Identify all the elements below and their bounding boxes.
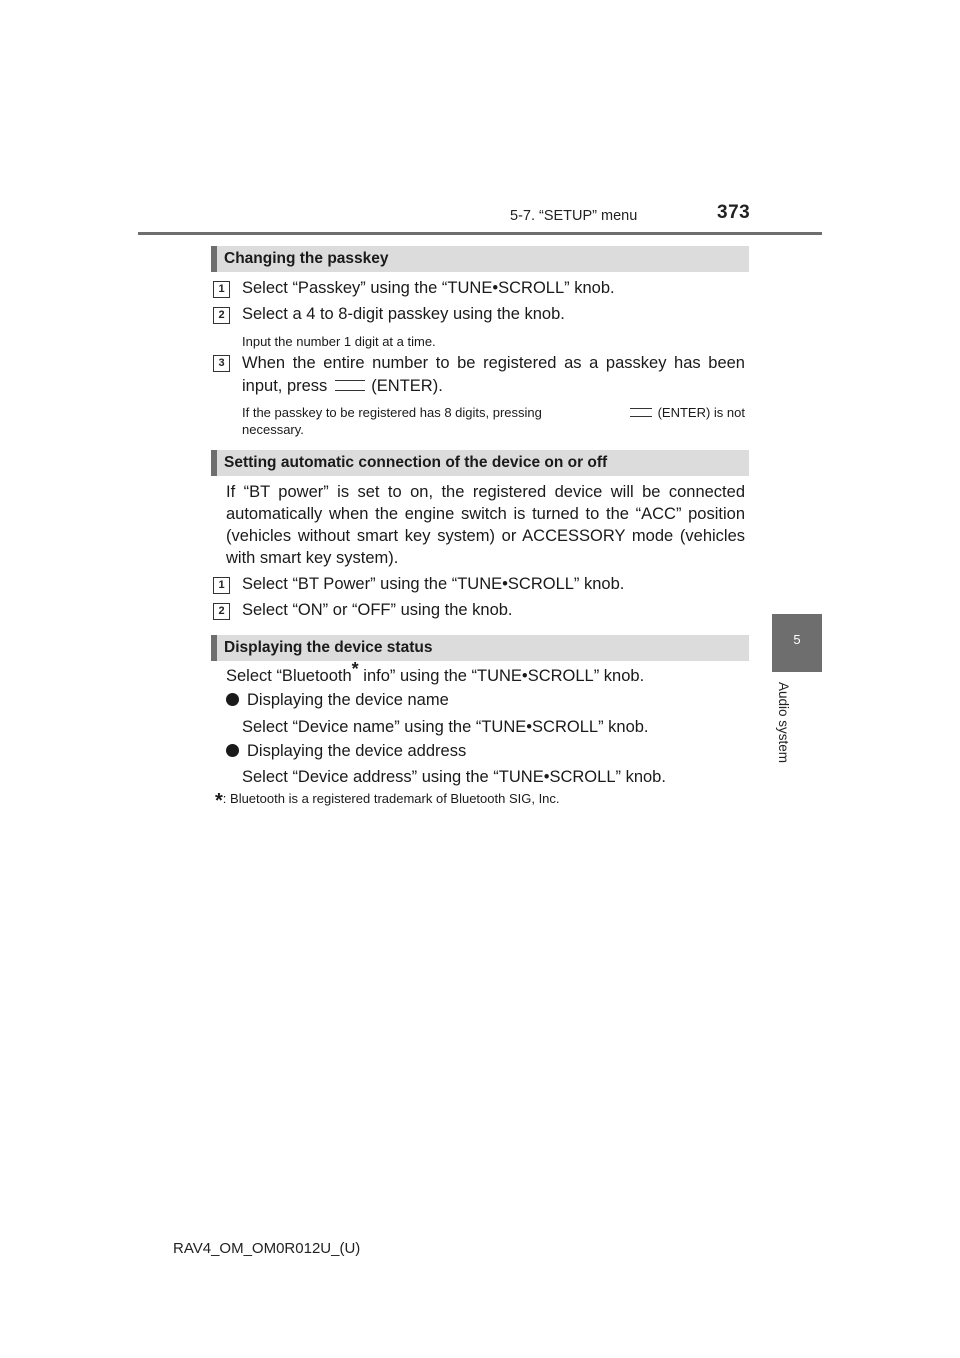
bullet-icon	[226, 744, 239, 757]
heading-bar	[211, 246, 217, 272]
step-text: Select a 4 to 8-digit passkey using the knob.	[242, 305, 565, 323]
section-heading-device-status	[211, 635, 749, 661]
note-post: (ENTER) is not	[657, 405, 745, 420]
page-number: 373	[717, 202, 751, 223]
footnote-marker: *	[351, 659, 359, 679]
step-number: 1	[213, 281, 230, 298]
step-text: Select “ON” or “OFF” using the knob.	[242, 601, 513, 619]
step-text-pre: input, press	[242, 377, 328, 395]
step-note-line1	[242, 405, 745, 420]
bullet-title: Displaying the device address	[247, 742, 467, 760]
step-number: 3	[213, 355, 230, 372]
intro-line: automatically when the engine switch is turned to the “ACC” position	[226, 505, 745, 523]
footnote	[215, 790, 560, 813]
header-rule	[138, 232, 822, 235]
step-note-line2: necessary.	[242, 422, 304, 437]
document-code: RAV4_OM_OM0R012U_(U)	[173, 1240, 361, 1257]
intro-line: (vehicles without smart key system) or ACCESSORY mode (vehicles	[226, 527, 745, 545]
section-heading-automatic-connection	[211, 450, 749, 476]
heading-bar	[211, 635, 217, 661]
bullet-title: Displaying the device name	[247, 691, 449, 709]
bullet-item	[226, 691, 449, 710]
note-pre: If the passkey to be registered has 8 digits, pressing	[242, 405, 542, 420]
intro-pre: Select “Bluetooth	[226, 667, 352, 685]
enter-button-icon	[335, 380, 365, 391]
footnote-star: *	[215, 790, 223, 812]
bullet-item	[226, 742, 466, 761]
intro-line: If “BT power” is set to on, the registered device will be connected	[226, 483, 745, 501]
intro-post: info” using the “TUNE•SCROLL” knob.	[358, 667, 645, 685]
step-text: Select “Passkey” using the “TUNE•SCROLL” knob.	[242, 279, 615, 297]
footnote-text: : Bluetooth is a registered trademark of Bluetooth SIG, Inc.	[222, 791, 560, 806]
heading-bar	[211, 450, 217, 476]
enter-button-icon	[630, 408, 652, 417]
chapter-title: Audio system	[776, 682, 791, 764]
heading-text: Setting automatic connection of the device on or off	[224, 454, 608, 471]
bullet-icon	[226, 693, 239, 706]
intro-line: with smart key system).	[226, 549, 399, 567]
chapter-number: 5	[793, 632, 801, 647]
step-text-line2	[242, 377, 443, 396]
heading-text: Displaying the device status	[224, 639, 433, 656]
step-note: Input the number 1 digit at a time.	[242, 334, 436, 349]
chapter-tab	[772, 614, 822, 672]
section-heading-changing-passkey	[211, 246, 749, 272]
heading-text: Changing the passkey	[224, 250, 389, 267]
bullet-detail: Select “Device name” using the “TUNE•SCROLL” knob.	[242, 718, 649, 736]
step-text-post: (ENTER).	[371, 377, 443, 395]
step-number: 1	[213, 577, 230, 594]
step-text-line1: When the entire number to be registered as a passkey has been	[242, 354, 745, 372]
section-breadcrumb: 5-7. “SETUP” menu	[510, 208, 638, 224]
intro-text	[226, 659, 645, 686]
bullet-detail: Select “Device address” using the “TUNE•SCROLL” knob.	[242, 768, 666, 786]
step-number: 2	[213, 603, 230, 620]
step-text: Select “BT Power” using the “TUNE•SCROLL” knob.	[242, 575, 625, 593]
step-number: 2	[213, 307, 230, 324]
